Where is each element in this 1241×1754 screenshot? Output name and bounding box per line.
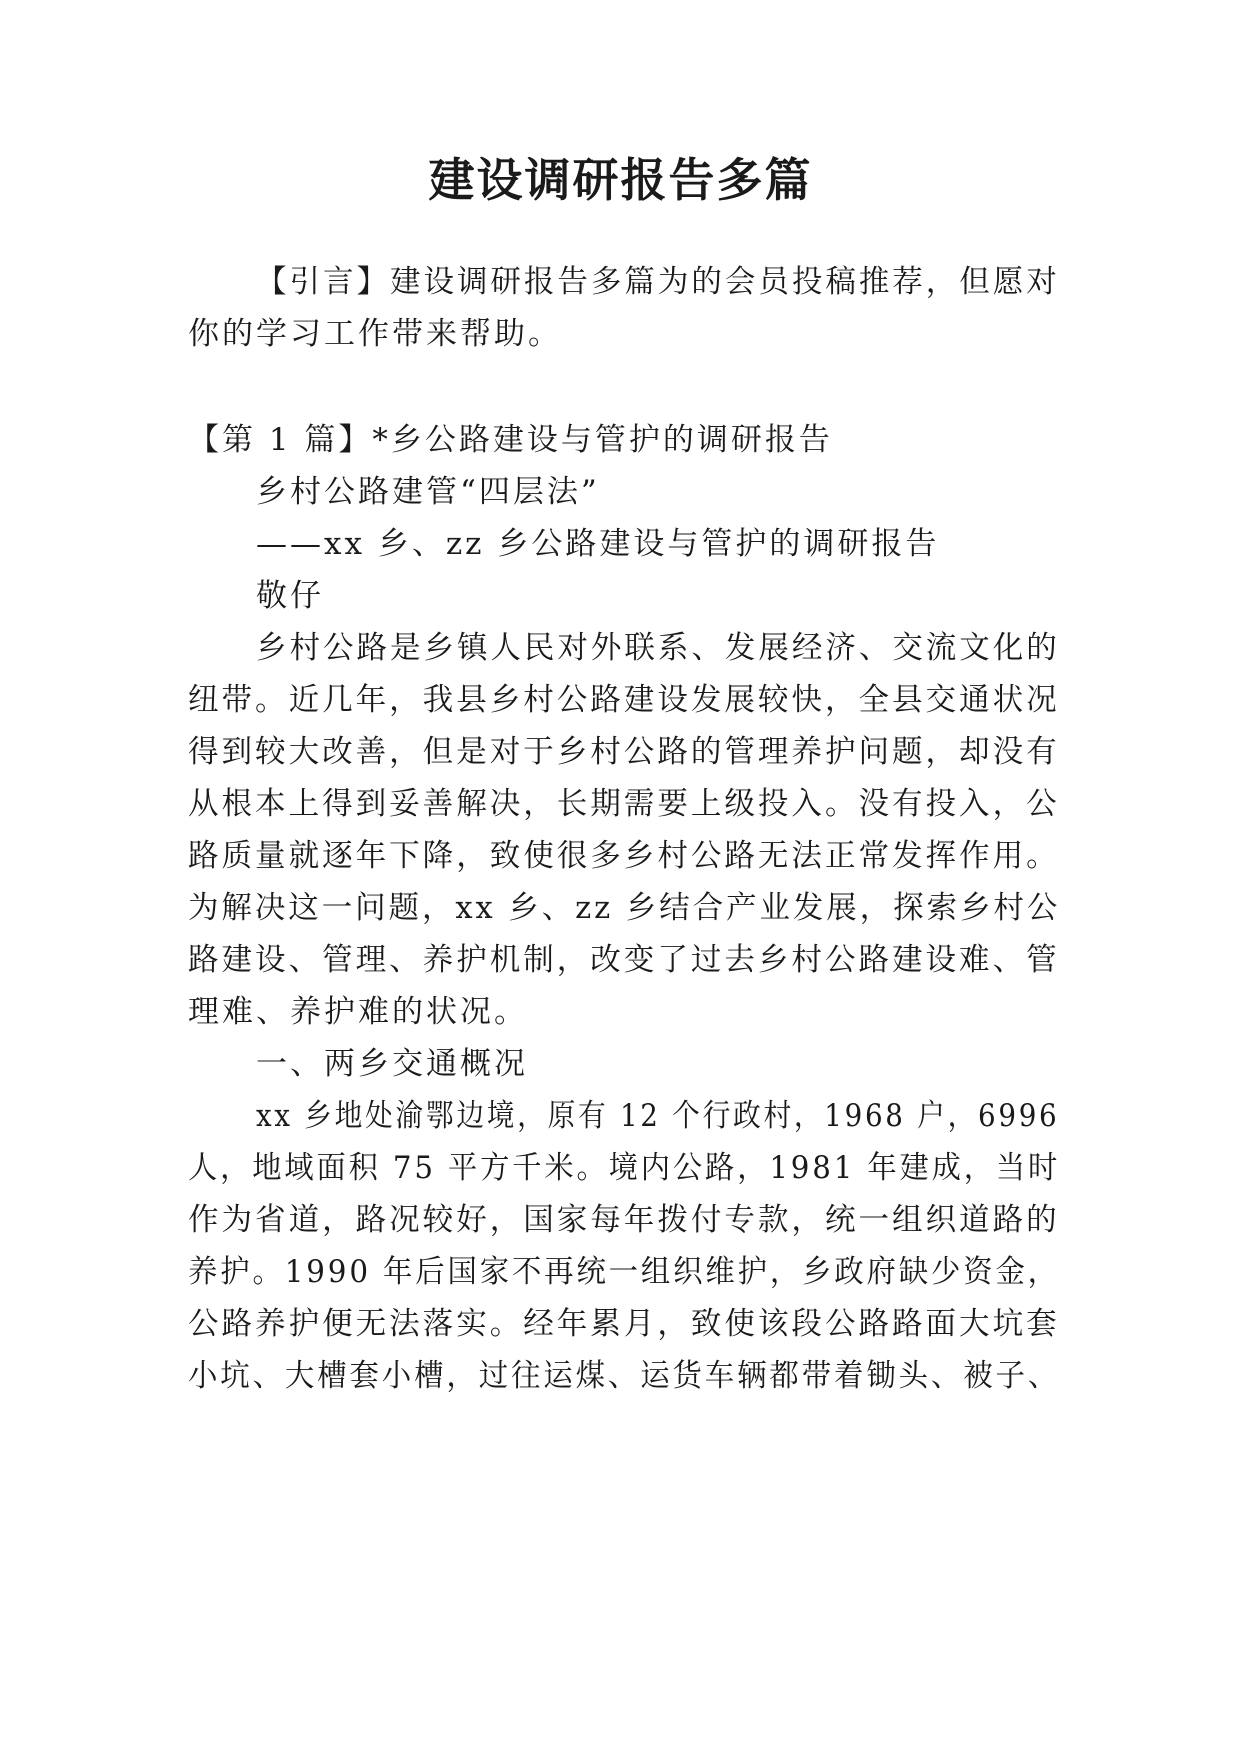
intro-line: 【引言】建设调研报告多篇为的会员投稿推荐，但愿对 [256,264,1060,300]
paragraph-line: 养护。1990 年后国家不再统一组织维护，乡政府缺少资金， [188,1254,1060,1290]
section-subtitle: 乡村公路建管“四层法” [256,474,600,510]
paragraph-line: 纽带。近几年，我县乡村公路建设发展较快，全县交通状况 [188,682,1060,718]
paragraph-line: 作为省道，路况较好，国家每年拨付专款，统一组织道路的 [188,1202,1060,1238]
paragraph-line: 理难、养护难的状况。 [188,994,528,1030]
paragraph-line: 人，地域面积 75 平方千米。境内公路，1981 年建成，当时 [188,1150,1061,1186]
paragraph-line: xx 乡地处渝鄂边境，原有 12 个行政村，1968 户，6996 [256,1098,1060,1134]
paragraph-line: 路建设、管理、养护机制，改变了过去乡村公路建设难、管 [188,942,1060,978]
paragraph-line: 路质量就逐年下降，致使很多乡村公路无法正常发挥作用。 [188,838,1060,874]
paragraph-line: 公路养护便无法落实。经年累月，致使该段公路路面大坑套 [188,1306,1060,1342]
paragraph-line: 从根本上得到妥善解决，长期需要上级投入。没有投入，公 [188,786,1060,822]
intro-line: 你的学习工作带来帮助。 [188,316,562,352]
paragraph-line: 为解决这一问题，xx 乡、zz 乡结合产业发展，探索乡村公 [188,890,1061,926]
section-heading: 【第 1 篇】*乡公路建设与管护的调研报告 [188,422,833,458]
author: 敬仔 [256,578,324,614]
section-heading-2: 一、两乡交通概况 [256,1046,528,1082]
document-title: 建设调研报告多篇 [428,153,813,207]
paragraph-line: 乡村公路是乡镇人民对外联系、发展经济、交流文化的 [256,630,1060,666]
paragraph-line: 小坑、大槽套小槽，过往运煤、运货车辆都带着锄头、被子、 [188,1358,1061,1394]
section-subtitle-2: ——xx 乡、zz 乡公路建设与管护的调研报告 [256,526,940,562]
paragraph-line: 得到较大改善，但是对于乡村公路的管理养护问题，却没有 [188,734,1060,770]
